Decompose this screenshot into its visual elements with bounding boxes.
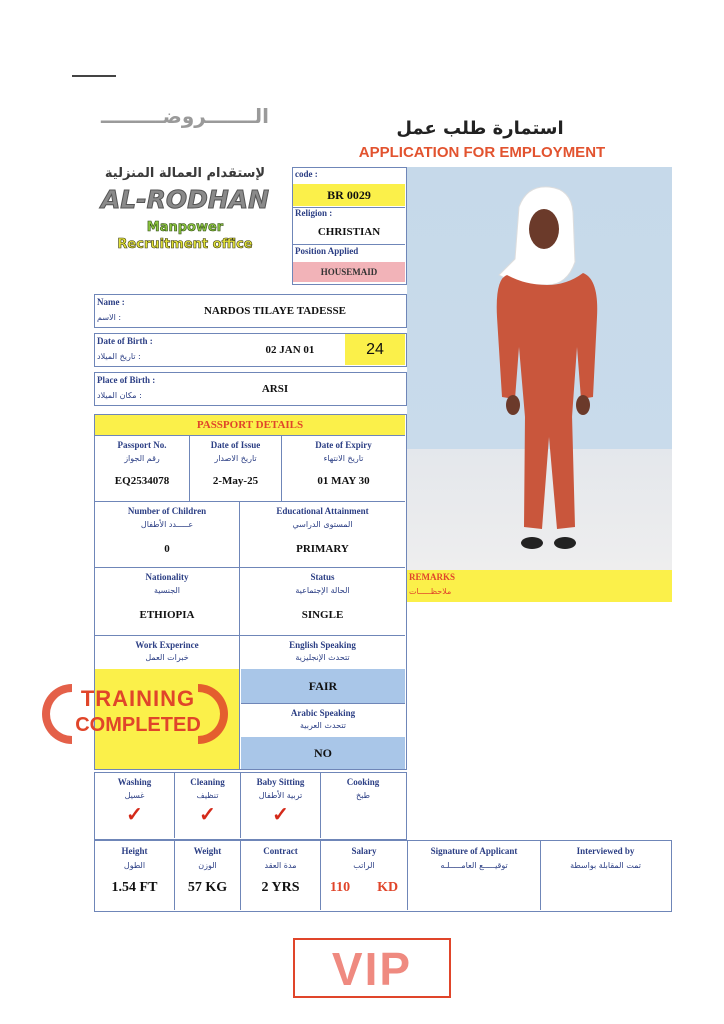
- pob-row: [94, 372, 407, 406]
- check-icon: ✓: [126, 802, 143, 826]
- skill-label: Cleaning: [190, 777, 225, 787]
- vip-stamp: [293, 938, 451, 998]
- person-figure: [407, 167, 672, 570]
- salary-line: [321, 880, 407, 896]
- salary-currency: KD: [377, 880, 399, 895]
- dob-label-ar: تاريخ الميلاد :: [97, 352, 141, 361]
- english-label: English Speaking: [289, 640, 356, 650]
- children-value: 0: [164, 543, 170, 555]
- nationality-value: ETHIOPIA: [139, 609, 195, 621]
- religion-value: CHRISTIAN: [317, 226, 381, 238]
- stamp-left-bracket: [42, 684, 72, 744]
- divider: [293, 207, 405, 208]
- name-value: NARDOS TILAYE TADESSE: [203, 305, 347, 317]
- age-value: 24: [345, 334, 405, 365]
- check-icon: ✓: [272, 802, 289, 826]
- dob-row: [94, 333, 407, 367]
- training-stamp: [38, 682, 234, 748]
- nationality-cell: [95, 567, 240, 635]
- remarks-label-ar: ملاحظـــــات: [409, 587, 452, 596]
- issue-cell: [190, 435, 282, 501]
- nationality-label-ar: الجنسية: [153, 586, 181, 595]
- expiry-value: 01 MAY 30: [317, 475, 370, 487]
- weight-value: 57 KG: [187, 880, 228, 895]
- stamp-right-bracket: [198, 684, 228, 744]
- remarks-bar: [407, 570, 672, 602]
- remarks-label: REMARKS: [409, 572, 456, 582]
- skill-label-ar: تنظيف: [196, 791, 219, 800]
- height-value: 1.54 FT: [111, 880, 158, 895]
- name-label: Name :: [97, 297, 125, 307]
- interview-label: Interviewed by: [576, 846, 635, 856]
- status-value: SINGLE: [301, 609, 344, 621]
- signature-cell: [408, 841, 541, 910]
- skill-washing: [95, 773, 175, 838]
- logo-line1: Manpower: [146, 220, 224, 235]
- skill-label: Cooking: [346, 777, 380, 787]
- arabic-label: Arabic Speaking: [290, 708, 356, 718]
- bottom-row: [94, 840, 672, 912]
- skill-label-ar: غسيل: [124, 791, 145, 800]
- position-value: HOUSEMAID: [293, 262, 405, 282]
- contract-label-ar: مدة العقد: [264, 861, 297, 870]
- salary-label: Salary: [351, 846, 377, 856]
- english-value: FAIR: [241, 669, 405, 703]
- pob-label-ar: مكان الميلاد :: [97, 391, 142, 400]
- logo-name: AL-RODHAN: [100, 185, 270, 214]
- skill-label: Baby Sitting: [256, 777, 305, 787]
- logo-arabic-name: الـــــــروضـــــــــ: [101, 104, 269, 128]
- vip-text: VIP: [331, 943, 413, 995]
- signature-label-ar: توقيـــــع العامـــــلـه: [440, 861, 508, 870]
- skill-cleaning: [175, 773, 241, 838]
- english-label-ar: تتحدث الإنجليزية: [295, 653, 350, 662]
- passport-no-label: Passport No.: [117, 440, 167, 450]
- skill-label-ar: طبخ: [356, 791, 370, 800]
- pob-label: Place of Birth :: [97, 375, 156, 385]
- height-cell: [95, 841, 175, 910]
- code-label: code :: [295, 169, 318, 179]
- arabic-title: استمارة طلب عمل: [396, 118, 564, 139]
- passport-no-value: EQ2534078: [114, 475, 170, 487]
- expiry-label-ar: تاريخ الانتهاء: [323, 454, 364, 463]
- contract-label: Contract: [263, 846, 298, 856]
- issue-label: Date of Issue: [210, 440, 261, 450]
- weight-label-ar: الوزن: [198, 861, 217, 870]
- logo-line2: Recruitment office: [117, 237, 253, 252]
- education-label-ar: المستوى الدراسي: [292, 520, 353, 529]
- status-cell: [240, 567, 405, 635]
- applicant-photo: [407, 167, 672, 570]
- children-cell: [95, 501, 240, 567]
- salary-cell: [321, 841, 408, 910]
- corner-mark: [72, 75, 116, 77]
- english-cell: [240, 635, 405, 669]
- work-label: Work Experince: [135, 640, 199, 650]
- skill-label: Washing: [117, 777, 152, 787]
- education-label: Educational Attainment: [276, 506, 369, 516]
- expiry-label: Date of Expiry: [315, 440, 372, 450]
- english-title: APPLICATION FOR EMPLOYMENT: [358, 144, 606, 161]
- arabic-label-ar: تتحدث العربية: [300, 721, 346, 730]
- weight-cell: [175, 841, 241, 910]
- education-cell: [240, 501, 405, 567]
- interview-label-ar: تمت المقابلة بواسطة: [570, 861, 641, 870]
- height-label: Height: [121, 846, 148, 856]
- salary-label-ar: الراتب: [353, 861, 375, 870]
- name-row: [94, 294, 407, 328]
- religion-label: Religion :: [295, 208, 333, 218]
- weight-label: Weight: [193, 846, 222, 856]
- dob-value: 02 JAN 01: [265, 344, 315, 356]
- status-label: Status: [310, 572, 335, 582]
- name-label-ar: الاسم :: [97, 313, 122, 322]
- stamp-line1: TRAINING: [80, 686, 196, 711]
- skill-cooking: [321, 773, 405, 838]
- contract-value: 2 YRS: [261, 880, 300, 895]
- contract-cell: [241, 841, 321, 910]
- salary-value: 110: [329, 880, 351, 895]
- nationality-label: Nationality: [145, 572, 189, 582]
- children-label-ar: عـــــدد الأطفال: [140, 520, 194, 529]
- code-value: BR 0029: [293, 184, 405, 206]
- signature-label: Signature of Applicant: [430, 846, 518, 856]
- education-value: PRIMARY: [296, 543, 349, 555]
- passport-no-cell: [95, 435, 190, 501]
- dob-label: Date of Birth :: [97, 336, 153, 346]
- issue-label-ar: تاريخ الاصدار: [214, 454, 257, 463]
- check-icon: ✓: [199, 802, 216, 826]
- skills-row: [94, 772, 407, 840]
- divider: [293, 244, 405, 245]
- passport-title: PASSPORT DETAILS: [95, 415, 405, 435]
- stamp-line2: COMPLETED: [75, 714, 201, 736]
- work-label-ar: خبرات العمل: [145, 653, 189, 662]
- passport-no-label-ar: رقم الجواز: [124, 454, 160, 463]
- status-label-ar: الحالة الإجتماعية: [295, 586, 350, 595]
- interview-cell: [541, 841, 670, 910]
- skill-baby-sitting: [241, 773, 321, 838]
- skill-label-ar: تربية الأطفال: [258, 791, 303, 800]
- arabic-cell: [241, 703, 405, 737]
- logo: [90, 104, 280, 282]
- work-cell: [95, 635, 240, 669]
- position-label: Position Applied: [295, 246, 359, 256]
- logo-arabic-sub: لإستقدام العمالة المنزلية: [104, 166, 266, 181]
- expiry-cell: [282, 435, 405, 501]
- pob-value: ARSI: [261, 383, 289, 395]
- height-label-ar: الطول: [123, 861, 146, 870]
- issue-value: 2-May-25: [212, 475, 259, 487]
- children-label: Number of Children: [127, 506, 207, 516]
- arabic-value: NO: [241, 737, 405, 769]
- code-box: [292, 167, 407, 285]
